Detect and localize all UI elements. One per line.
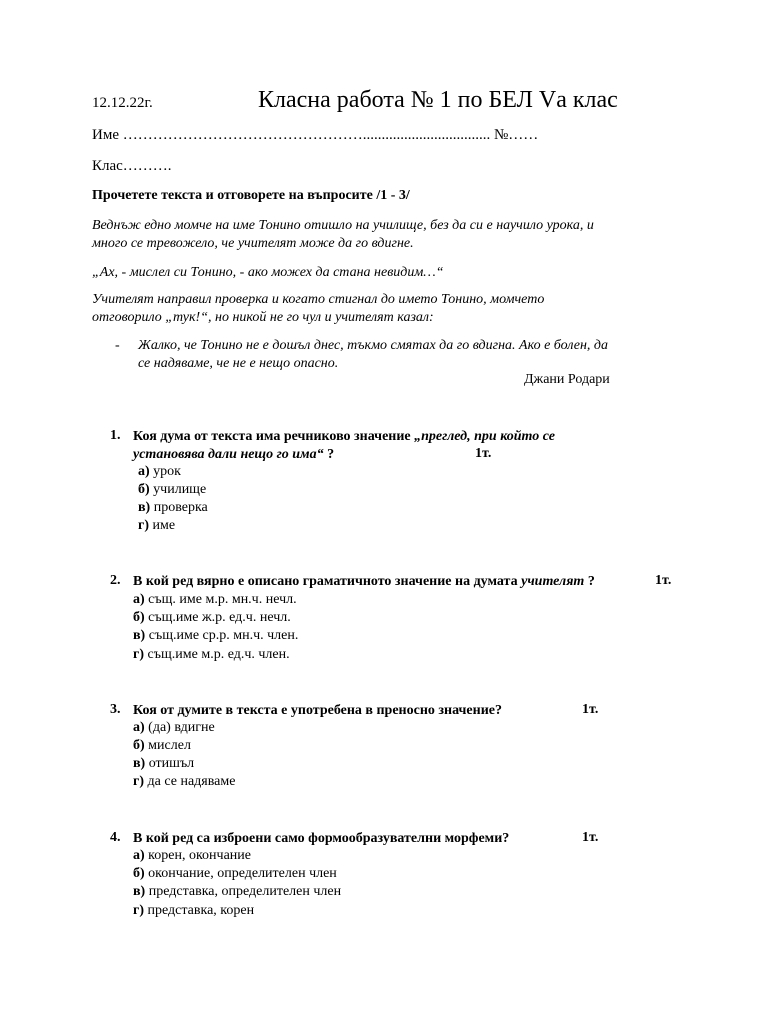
question-1-number: 1. [110,428,121,443]
page-title: Класна работа № 1 по БЕЛ Vа клас [258,87,618,113]
question-1-option-b: б) училище [138,482,207,497]
question-4-option-b: б) окончание, определителен член [133,866,337,881]
text-paragraph-3-line-1: Учителят направил проверка и когато стигнал до името Тонино, момчето [92,292,545,307]
question-2-keyword: учителят [521,574,585,589]
question-1-text-d: ? [323,447,335,462]
question-1-option-a: а) урок [138,464,181,479]
question-2-number: 2. [110,573,121,588]
quote-line-1: Жалко, че Тонино не е дошъл днес, тъкмо смятах да го вдигна. Ако е болен, да [138,338,609,353]
question-2-text-c: ? [584,574,595,589]
question-2-option-b: б) същ.име ж.р. ед.ч. нечл. [133,610,291,625]
question-1-option-d: г) име [138,518,176,533]
text-paragraph-1-line-2: много се тревожело, че учителят може да го вдигне. [92,236,414,251]
text-paragraph-3-line-2: отговорило „тук!“, но никой не го чул и учителят казал: [92,310,434,325]
name-line: Име ………………………………………….................................. №…… [92,127,539,143]
instruction: Прочетете текста и отговорете на въпросите /1 - 3/ [92,188,410,203]
date: 12.12.22г. [92,95,153,111]
question-2-text [133,573,595,591]
question-1-text-line-2 [133,446,334,464]
question-4-text: В кой ред са изброени само формообразувателни морфеми? [133,831,510,846]
quote-dash: - [115,338,120,353]
question-3-option-d: г) да се надяваме [133,774,236,789]
question-3-text: Коя от думите в текста е употребена в преносно значение? [133,703,502,718]
question-2-option-a: а) същ. име м.р. мн.ч. нечл. [133,592,297,607]
question-1-points: 1т. [475,446,492,461]
question-1-definition-a: „преглед, при който се [414,429,555,444]
text-paragraph-2: „Ах, - мислел си Тонино, - ако можех да стана невидим…“ [92,265,444,280]
author: Джани Родари [524,372,610,387]
question-2-text-a: В кой ред вярно е описано граматичното значение на думата [133,574,522,589]
question-2-points: 1т. [655,573,672,588]
question-1-text-line-1 [133,428,555,446]
question-4-option-a: а) корен, окончание [133,848,252,863]
question-2-option-c: в) същ.име ср.р. мн.ч. член. [133,628,299,643]
question-3-number: 3. [110,702,121,717]
question-4-points: 1т. [582,830,599,845]
question-3-option-c: в) отишъл [133,756,195,771]
question-1-option-c: в) проверка [138,500,208,515]
question-2-option-d: г) същ.име м.р. ед.ч. член. [133,647,290,662]
question-1-text-a: Коя дума от текста има речниково значение [133,429,415,444]
text-paragraph-1-line-1: Веднъж едно момче на име Тонино отишло на училище, без да си е научило урока, и [92,218,594,233]
question-4-option-d: г) представка, корен [133,903,255,918]
question-4-option-c: в) представка, определителен член [133,884,342,899]
question-4-number: 4. [110,830,121,845]
question-3-points: 1т. [582,702,599,717]
question-3-option-a: а) (да) вдигне [133,720,215,735]
quote-line-2: се надяваме, че не е нещо опасно. [138,356,339,371]
question-1-definition-b: установява дали нещо го има“ [133,447,324,462]
question-3-option-b: б) мислел [133,738,191,753]
class-line: Клас………. [92,158,172,174]
